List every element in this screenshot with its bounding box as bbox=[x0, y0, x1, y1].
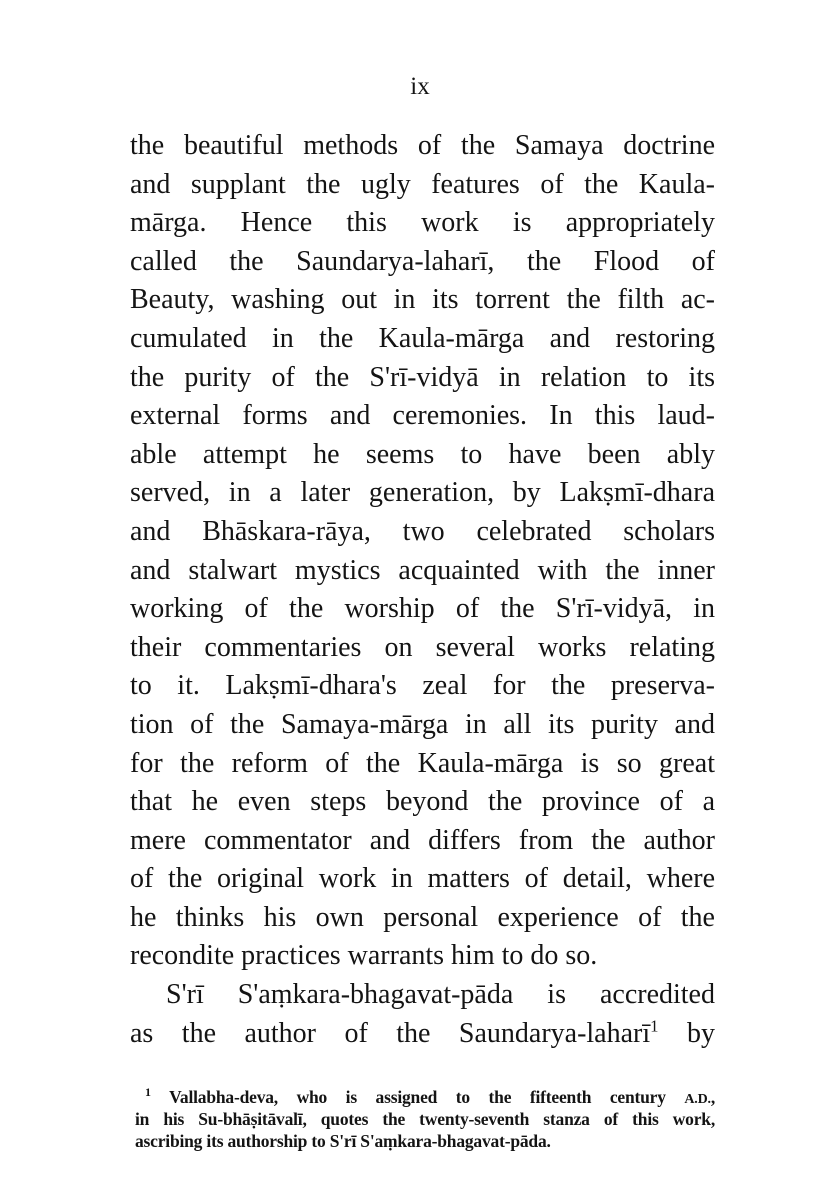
footnote-line: ascribing its authorship to S'rī S'aṃkara-bhagavat-pāda. bbox=[135, 1131, 551, 1151]
text-line: of the original work in matters of detail, where bbox=[130, 863, 715, 895]
text-line: and Bhāskara-rāya, two celebrated scholars bbox=[130, 515, 715, 547]
footnote-marker: 1 bbox=[145, 1085, 151, 1100]
text-line: he thinks his own personal experience of the bbox=[130, 901, 715, 933]
text-line: their commentaries on several works relating bbox=[130, 631, 715, 663]
text-line: and stalwart mystics acquainted with the inner bbox=[130, 554, 715, 586]
footnote-text: Vallabha-deva, who is assigned to the fifteenth century bbox=[169, 1087, 666, 1107]
footnote-reference: 1 bbox=[650, 1016, 659, 1036]
text-line: for the reform of the Kaula-mārga is so great bbox=[130, 747, 715, 779]
text-line: recondite practices warrants him to do so. bbox=[130, 940, 598, 972]
text-line: served, in a later generation, by Lakṣmī-dhara bbox=[130, 477, 715, 509]
text-line: the beautiful methods of the Samaya doctrine bbox=[130, 130, 715, 161]
text-line: external forms and ceremonies. In this laud- bbox=[130, 400, 715, 432]
text-line: that he even steps beyond the province of a bbox=[130, 786, 715, 818]
text-line: able attempt he seems to have been ably bbox=[130, 438, 715, 470]
text-line: tion of the Samaya-mārga in all its purity and bbox=[130, 708, 715, 740]
main-text bbox=[130, 127, 715, 1053]
text-line: mārga. Hence this work is appropriately bbox=[130, 207, 715, 239]
text-line: and supplant the ugly features of the Kaula- bbox=[130, 168, 715, 200]
footnote bbox=[135, 1086, 715, 1152]
text-segment: by bbox=[658, 1017, 715, 1049]
text-line-with-footnote bbox=[130, 1015, 715, 1054]
text-line: mere commentator and differs from the author bbox=[130, 824, 715, 856]
era-abbreviation: A.D. bbox=[684, 1092, 711, 1107]
footnote-line: in his Su-bhāṣitāvalī, quotes the twenty-seventh stanza of this work, bbox=[135, 1109, 715, 1129]
page-number: ix bbox=[410, 73, 430, 100]
text-line: working of the worship of the S'rī-vidyā, in bbox=[130, 593, 715, 625]
text-line: called the Saundarya-laharī, the Flood of bbox=[130, 245, 715, 277]
text-segment: as the author of the Saundarya-laharī bbox=[130, 1017, 651, 1049]
text-line: to it. Lakṣmī-dhara's zeal for the preserva- bbox=[130, 670, 715, 702]
paragraph-start-line: S'rī S'aṃkara-bhagavat-pāda is accredited bbox=[166, 979, 715, 1011]
footnote-line bbox=[135, 1086, 715, 1108]
text-line: the purity of the S'rī-vidyā in relation to its bbox=[130, 361, 715, 393]
text-line: Beauty, washing out in its torrent the filth ac- bbox=[130, 284, 715, 316]
footnote-text: , bbox=[710, 1087, 715, 1107]
text-line: cumulated in the Kaula-mārga and restoring bbox=[130, 322, 715, 354]
